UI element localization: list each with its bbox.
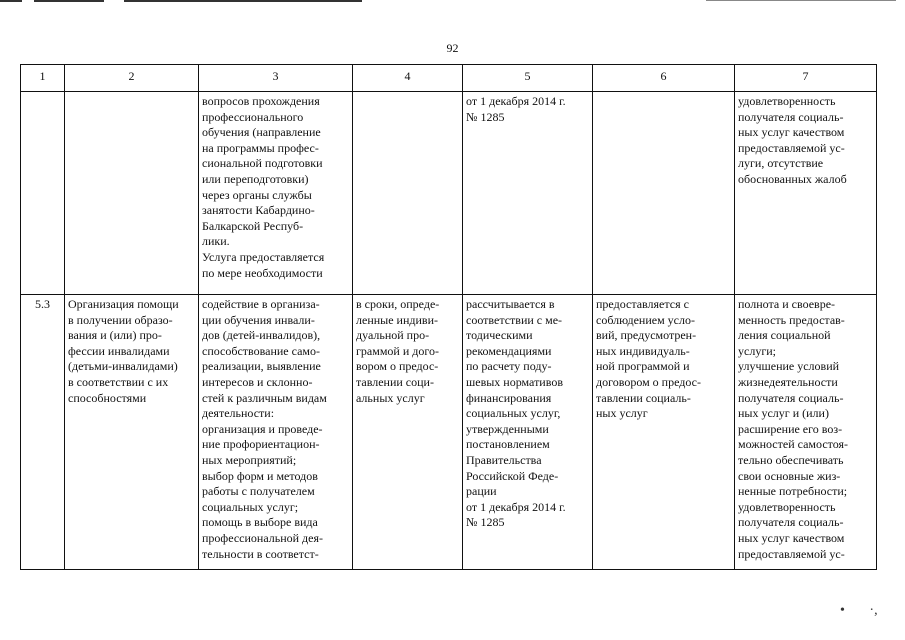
cell-conditions <box>593 92 735 295</box>
text-line: вий, предусмотрен- <box>596 328 697 343</box>
text-line: деятельности: <box>202 406 275 421</box>
cell-cost <box>463 92 593 295</box>
text-line: профессиональной дея- <box>202 530 324 545</box>
text-line: ной программой и <box>596 359 690 374</box>
text-line: ненные потребности; <box>738 484 848 499</box>
text-line: реализации, выявление <box>202 359 321 374</box>
text-line: жизнедеятельности <box>738 374 838 389</box>
text-line: ных услуг качеством <box>738 125 845 140</box>
text-line: вания и (или) про- <box>68 328 162 343</box>
text-line: соблюдением усло- <box>596 312 695 327</box>
text-line: расширение его воз- <box>738 421 843 436</box>
text-line: профессионального <box>202 109 304 124</box>
cell-quality-indicators <box>735 295 877 570</box>
cell-service-name <box>65 295 199 570</box>
text-line: фессии инвалидами <box>68 343 170 358</box>
cell-number <box>21 92 65 295</box>
text-line: на программы профес- <box>202 140 319 155</box>
text-line: вором о предос- <box>356 359 439 374</box>
text-line: шевых нормативов <box>466 374 563 389</box>
text-line: вопросов прохождения <box>202 94 320 108</box>
text-line: в соответствии с их <box>68 374 169 389</box>
text-line: содействие в организа- <box>202 297 320 311</box>
cell-cost <box>463 295 593 570</box>
table-row-continued <box>21 92 877 295</box>
text-line: Организация помощи <box>68 297 179 311</box>
text-line: дуальной про- <box>356 328 430 343</box>
text-line: предоставляется с <box>596 297 689 311</box>
text-line: свои основные жиз- <box>738 468 841 483</box>
text-line: социальных услуг; <box>202 499 299 514</box>
text-line: или переподготовки) <box>202 171 309 186</box>
page-number: 92 <box>446 41 459 55</box>
header-row <box>21 65 877 92</box>
text-line: от 1 декабря 2014 г. <box>466 94 566 108</box>
text-line: удовлетворенность <box>738 499 836 514</box>
text-line: организация и проведе- <box>202 421 323 436</box>
header-cell-6: 6 <box>593 65 735 92</box>
text-line: ных услуг качеством <box>738 530 845 545</box>
text-line: ных мероприятий; <box>202 452 297 467</box>
text-line: через органы службы <box>202 187 312 202</box>
text-line: финансирования <box>466 390 552 405</box>
text-line: обоснованных жалоб <box>738 171 847 186</box>
text-line: граммой и дого- <box>356 343 440 358</box>
cell-terms <box>353 92 463 295</box>
header-cell-1: 1 <box>21 65 65 92</box>
text-line: луги, отсутствие <box>738 156 824 171</box>
text-line: по расчету поду- <box>466 359 552 374</box>
cell-number: 5.3 <box>21 295 65 570</box>
cell-service-name <box>65 92 199 295</box>
text-line: ных услуг <box>596 406 648 421</box>
text-line: рекомендациями <box>466 343 552 358</box>
text-line: стей к различным видам <box>202 390 327 405</box>
text-line: можностей самостоя- <box>738 437 849 452</box>
text-line: получателя социаль- <box>738 390 844 405</box>
text-line: улучшение условий <box>738 359 840 374</box>
text-line: тавлении соци- <box>356 374 434 389</box>
text-line: способствование само- <box>202 343 321 358</box>
text-line: лики. <box>202 234 230 249</box>
text-line: получателя социаль- <box>738 109 844 124</box>
text-line: рассчитывается в <box>466 297 555 311</box>
text-line: ных услуг и (или) <box>738 406 829 421</box>
text-line: № 1285 <box>466 515 505 530</box>
text-line: № 1285 <box>466 109 505 124</box>
top-rule-left <box>0 0 22 2</box>
text-line: ние профориентацион- <box>202 437 320 452</box>
text-line: услуги; <box>738 343 776 358</box>
text-line: договором о предос- <box>596 374 701 389</box>
text-line: предоставляемой ус- <box>738 546 845 561</box>
header-cell-4: 4 <box>353 65 463 92</box>
text-line: в сроки, опреде- <box>356 297 440 311</box>
text-line: тавлении социаль- <box>596 390 691 405</box>
text-line: Правительства <box>466 452 542 467</box>
text-line: альных услуг <box>356 390 425 405</box>
text-line: полнота и своевре- <box>738 297 836 311</box>
top-rule-mid <box>34 0 104 2</box>
scan-artifact: • ·, <box>840 603 878 618</box>
text-line: Балкарской Респуб- <box>202 218 304 233</box>
text-line: по мере необходимости <box>202 265 323 280</box>
text-line: занятости Кабардино- <box>202 203 315 218</box>
text-line: утвержденными <box>466 421 549 436</box>
text-line: предоставляемой ус- <box>738 140 845 155</box>
header-cell-2: 2 <box>65 65 199 92</box>
text-line: Услуга предоставляется <box>202 249 325 264</box>
text-line: социальных услуг, <box>466 406 561 421</box>
cell-description <box>199 92 353 295</box>
text-line: в получении образо- <box>68 312 173 327</box>
header-cell-3: 3 <box>199 65 353 92</box>
text-line: удовлетворенность <box>738 94 836 108</box>
text-line: дов (детей-инвалидов), <box>202 328 321 343</box>
text-line: Российской Феде- <box>466 468 559 483</box>
header-cell-7: 7 <box>735 65 877 92</box>
top-rule-long <box>124 0 362 2</box>
text-line: соответствии с ме- <box>466 312 563 327</box>
cell-quality-indicators <box>735 92 877 295</box>
text-line: обучения (направление <box>202 125 321 140</box>
text-line: (детьми-инвалидами) <box>68 359 178 374</box>
text-line: помощь в выборе вида <box>202 515 318 530</box>
table-row-5-3 <box>21 295 877 570</box>
text-line: тодическими <box>466 328 533 343</box>
cell-conditions <box>593 295 735 570</box>
text-line: тельности в соответст- <box>202 546 319 561</box>
text-line: получателя социаль- <box>738 515 844 530</box>
text-line: сиональной подготовки <box>202 156 323 171</box>
text-line: ления социальной <box>738 328 831 343</box>
text-line: тельно обеспечивать <box>738 452 844 467</box>
text-line: от 1 декабря 2014 г. <box>466 499 566 514</box>
text-line: ции обучения инвали- <box>202 312 315 327</box>
text-line: интересов и склонно- <box>202 374 313 389</box>
cell-description <box>199 295 353 570</box>
text-line: работы с получателем <box>202 484 315 499</box>
header-cell-5: 5 <box>463 65 593 92</box>
text-line: ных индивидуаль- <box>596 343 690 358</box>
cell-terms <box>353 295 463 570</box>
top-rule-right <box>706 0 896 1</box>
text-line: менность предостав- <box>738 312 845 327</box>
services-table <box>20 64 877 570</box>
text-line: рации <box>466 484 497 499</box>
text-line: ленные индиви- <box>356 312 439 327</box>
text-line: выбор форм и методов <box>202 468 318 483</box>
text-line: постановлением <box>466 437 550 452</box>
text-line: способностями <box>68 390 147 405</box>
